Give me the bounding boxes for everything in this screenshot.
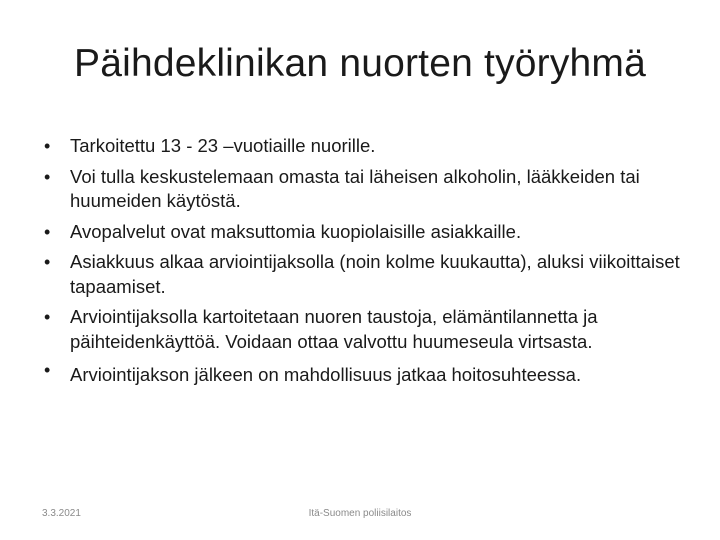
bullet-icon: • [44,307,51,327]
footer-organization: Itä-Suomen poliisilaitos [308,508,412,519]
bullet-icon: • [44,252,51,272]
bullet-icon: • [44,136,51,156]
footer-date: 3.3.2021 [42,508,81,519]
bullet-text: Asiakkuus alkaa arviointijaksolla (noin kolme kuukautta), aluksi viikoittaiset tapaamiset. [70,251,680,297]
bullet-text: Avopalvelut ovat maksuttomia kuopiolaisille asiakkaille. [70,220,522,242]
slide-title: Päihdeklinikan nuorten työryhmä [73,42,647,85]
bullet-item [42,250,702,299]
bullet-icon: • [44,166,51,187]
bullet-text: Tarkoitettu 13 - 23 –vuotiaille nuorille. [70,135,376,156]
bullet-icon: • [44,221,51,242]
bullet-item [42,134,702,159]
bullet-text: Voi tulla keskustelemaan omasta tai läheisen alkoholin, lääkkeiden tai huumeiden käytöstä. [70,165,640,211]
bullet-list [42,134,702,400]
bullet-text: Arviointijaksolla kartoitetaan nuoren taustoja, elämäntilannetta ja päihteidenkäyttöä. Voidaan ottaa valvottu huumeseula virtsasta. [70,306,598,352]
bullet-text: Arviointijakson jälkeen on mahdollisuus jatkaa hoitosuhteessa. [70,364,582,385]
bullet-icon: • [44,360,51,380]
bullet-item [42,165,702,214]
bullet-item [42,305,702,354]
bullet-item [42,356,702,394]
bullet-item [42,220,702,245]
